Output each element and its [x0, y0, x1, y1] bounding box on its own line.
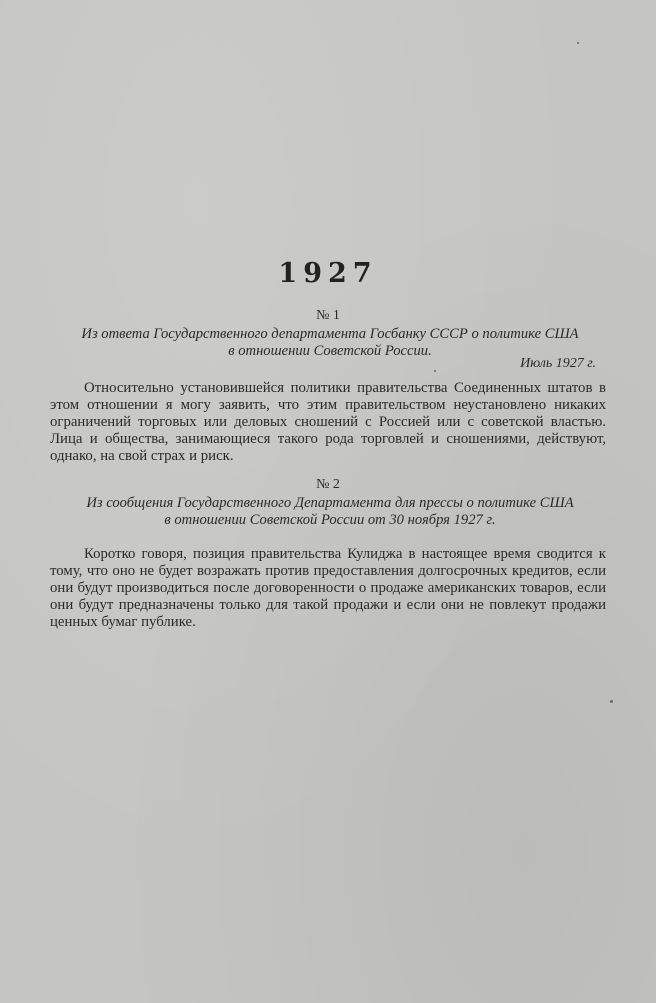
- document-2-number: № 2: [316, 477, 340, 492]
- document-1-heading: [44, 326, 616, 360]
- document-1-heading-line-2: в отношении Советской России.: [228, 343, 432, 359]
- document-2-heading-line-1: Из сообщения Государственного Департамента для прессы о политике США: [86, 495, 574, 511]
- document-2-body: Коротко говоря, позиция правительства Кулиджа в настоящее время сводится к тому, что оно не будет возражать против предоставления долгосрочных кредитов, если они будут производиться после договоренности о продаже американских товаров, если они будут предназначены только для такой продажи и если они не повлекут продажи ценных бумаг публике.: [50, 546, 606, 630]
- paper-speck: [610, 700, 613, 703]
- document-2-heading: [44, 495, 616, 529]
- document-1-heading-line-1: Из ответа Государственного департамента Госбанку СССР о политике США: [81, 326, 579, 342]
- document-2-heading-line-2: в отношении Советской России от 30 ноября 1927 г.: [164, 512, 496, 528]
- year-heading: 1927: [278, 258, 378, 289]
- paper-speck: [434, 370, 436, 372]
- document-1-number: № 1: [316, 308, 340, 323]
- document-1-dateline: Июль 1927 г.: [520, 356, 596, 371]
- paper-speck: [577, 42, 579, 44]
- document-1-body: Относительно установившейся политики правительства Соединенных штатов в этом отношении я могу заявить, что этим правительством неустановлено никаких ограничений торговых или деловых сношений с Россией или с советской властью. Лица и общества, занимающиеся такого рода торговлей и сношениями, действуют, однако, на свой страх и риск.: [50, 380, 606, 464]
